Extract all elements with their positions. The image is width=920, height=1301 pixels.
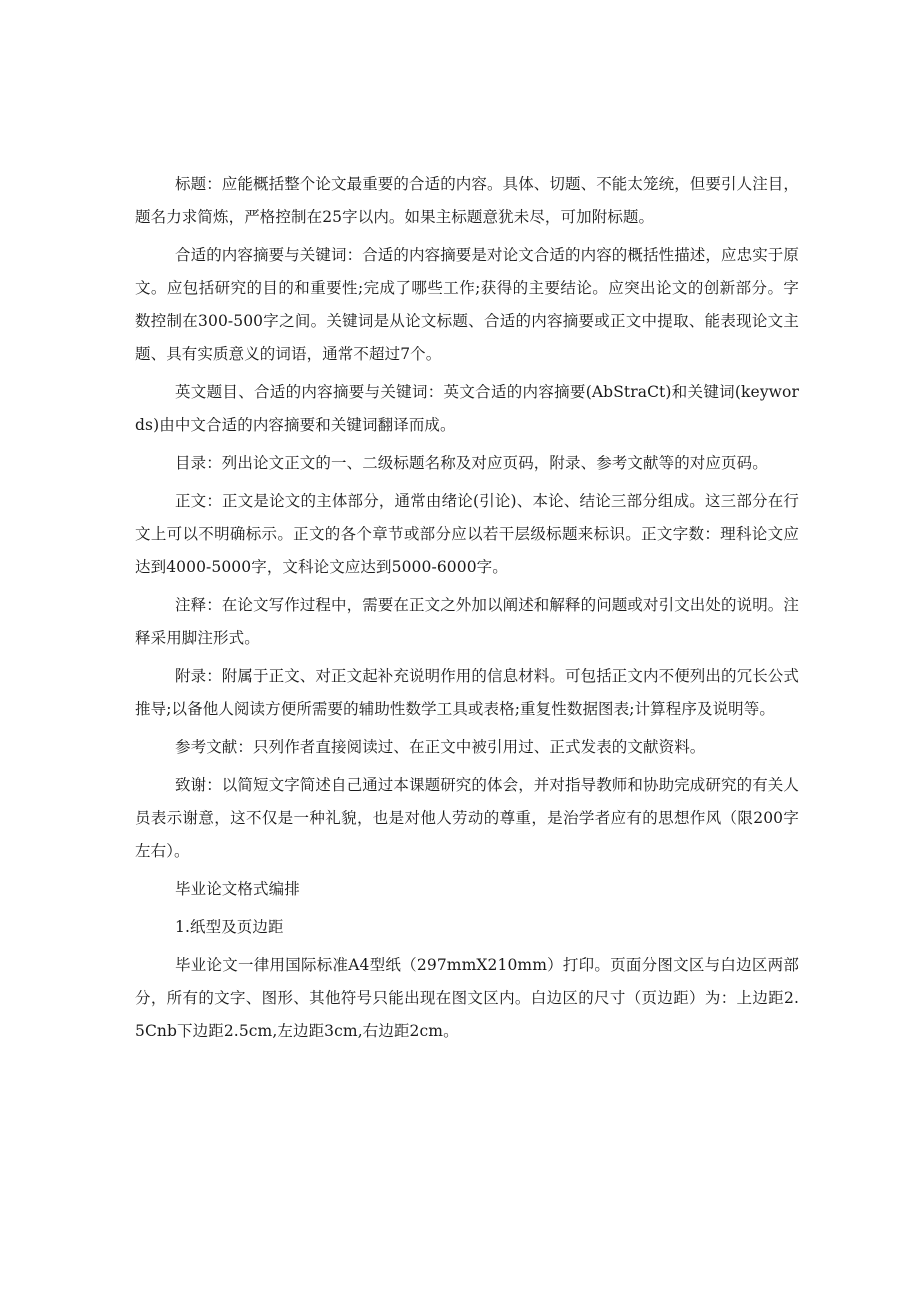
paragraph-table-of-contents: 目录：列出论文正文的一、二级标题名称及对应页码，附录、参考文献等的对应页码。 [175, 454, 768, 472]
paragraph-english-abstract: 英文题目、合适的内容摘要与关键词：英文合适的内容摘要(AbStraCt)和关键词(keywords)由中文合适的内容摘要和关键词翻译而成。 [135, 383, 799, 434]
paragraph-appendix: 附录：附属于正文、对正文起补充说明作用的信息材料。可包括正文内不便列出的冗长公式推导;以备他人阅读方便所需要的辅助性数学工具或表格;重复性数据图表;计算程序及说明等。 [135, 667, 800, 718]
subsection-heading-paper-margins: 1.纸型及页边距 [175, 918, 284, 936]
paragraph-references: 参考文献：只列作者直接阅读过、在正文中被引用过、正式发表的文献资料。 [175, 738, 706, 756]
section-heading-format: 毕业论文格式编排 [175, 880, 300, 898]
paragraph-notes: 注释：在论文写作过程中，需要在正文之外加以阐述和解释的问题或对引文出处的说明。注释采用脚注形式。 [135, 596, 800, 647]
paragraph-paper-size-margins: 毕业论文一律用国际标准A4型纸（297mmX210mm）打印。页面分图文区与白边区两部分，所有的文字、图形、其他符号只能出现在图文区内。白边区的尺寸（页边距）为：上边距2.5Cnb下边距2.5cm,左边距3cm,右边距2cm。 [135, 956, 799, 1040]
paragraph-main-text: 正文：正文是论文的主体部分，通常由绪论(引论)、本论、结论三部分组成。这三部分在行文上可以不明确标示。正文的各个章节或部分应以若干层级标题来标识。正文字数：理科论文应达到4000-5000字，文科论文应达到5000-6000字。 [135, 492, 799, 576]
document-body [135, 168, 799, 1053]
paragraph-acknowledgements: 致谢：以简短文字简述自己通过本课题研究的体会，并对指导教师和协助完成研究的有关人员表示谢意，这不仅是一种礼貌，也是对他人劳动的尊重，是治学者应有的思想作风（限200字左右）。 [135, 776, 800, 860]
paragraph-abstract-keywords: 合适的内容摘要与关键词：合适的内容摘要是对论文合适的内容的概括性描述，应忠实于原文。应包括研究的目的和重要性;完成了哪些工作;获得的主要结论。应突出论文的创新部分。字数控制在300-500字之间。关键词是从论文标题、合适的内容摘要或正文中提取、能表现论文主题、具有实质意义的词语，通常不超过7个。 [135, 246, 800, 363]
paragraph-title-rules: 标题：应能概括整个论文最重要的合适的内容。具体、切题、不能太笼统，但要引人注目，题名力求简炼，严格控制在25字以内。如果主标题意犹未尽，可加附标题。 [135, 175, 800, 226]
